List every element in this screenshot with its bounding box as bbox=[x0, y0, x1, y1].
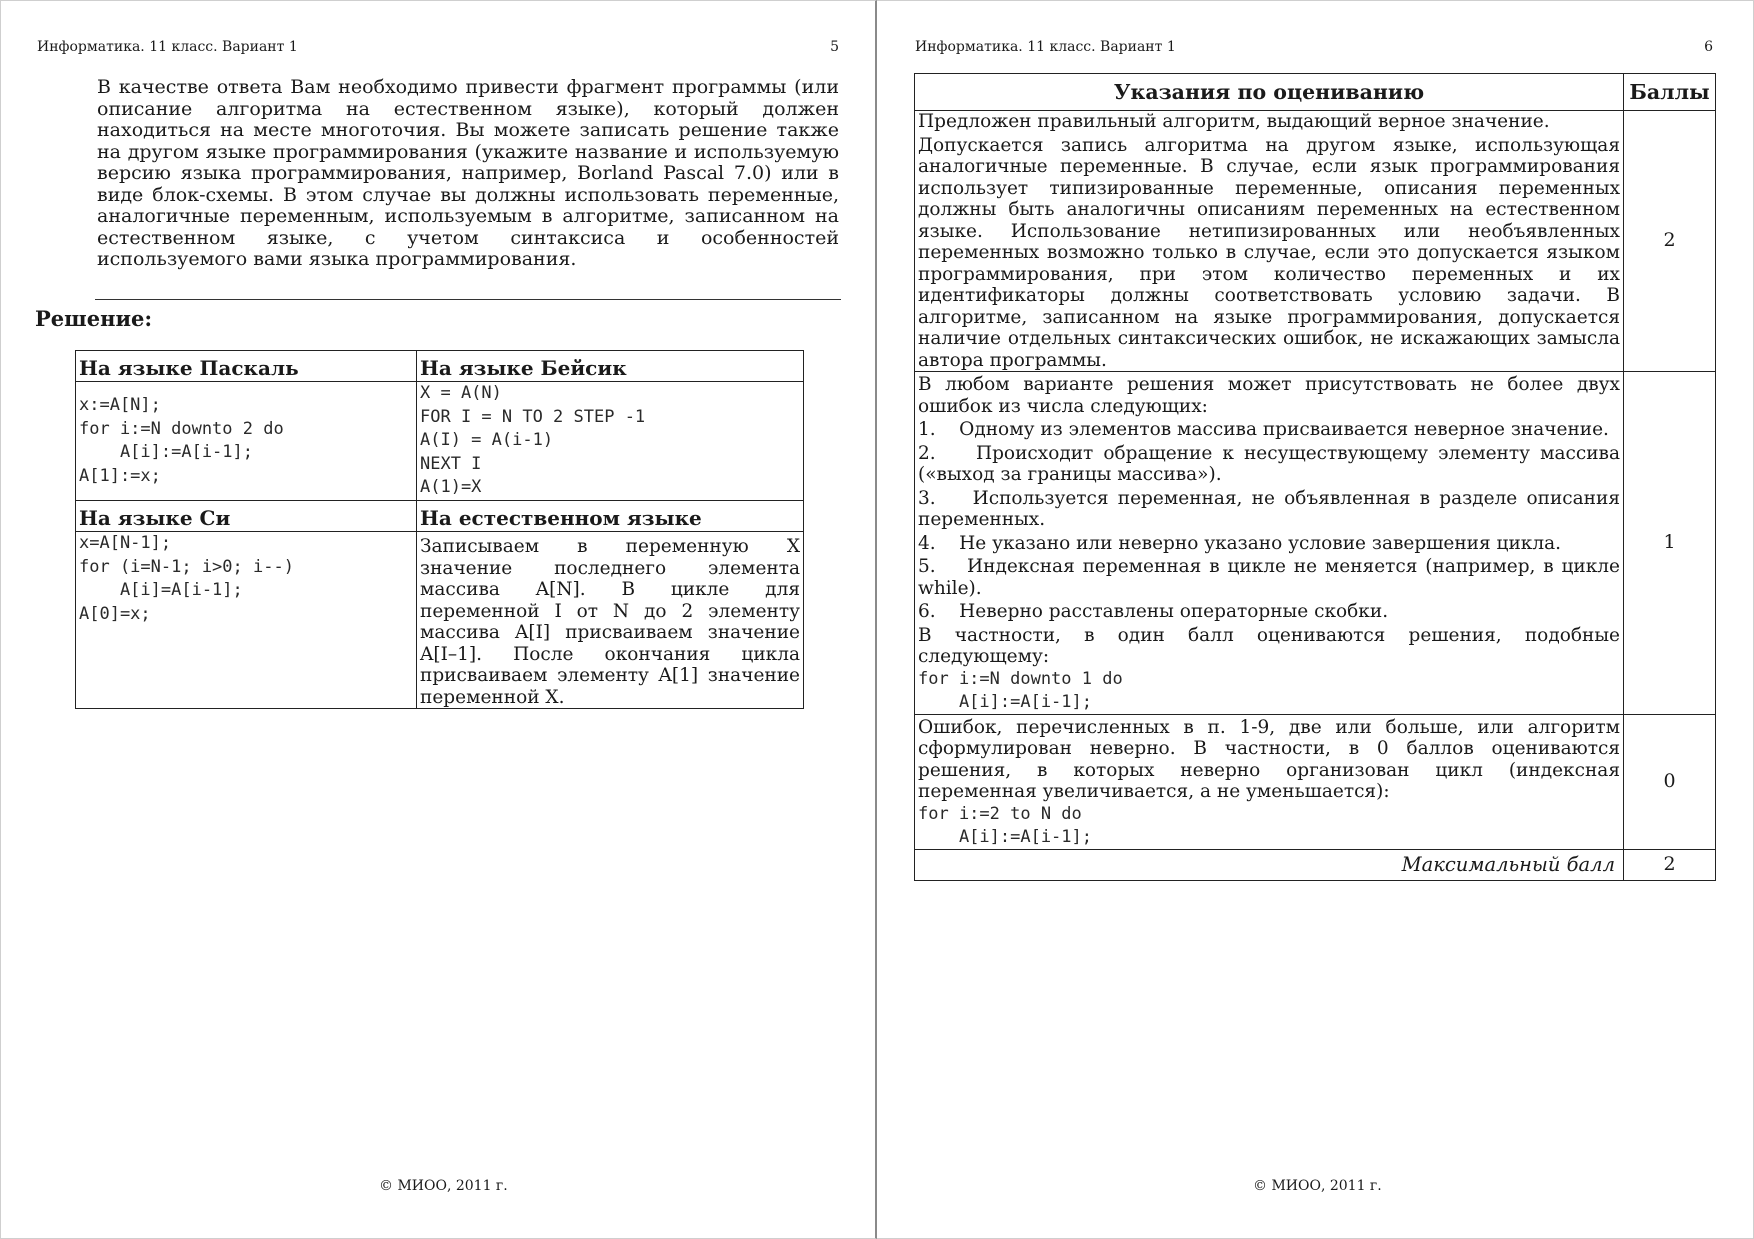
row0-text: Ошибок, перечисленных в п. 1-9, две или больше, или алгоритм сформулирован неверно. В частности, в 0 баллов оцениваются решения, в которых неверно организован цикл (индексная переменная увеличивается, а не уменьшается): bbox=[918, 716, 1620, 802]
header-title: Информатика. 11 класс. Вариант 1 bbox=[37, 39, 298, 55]
row1-note: В частности, в один балл оцениваются решения, подобные следующему: bbox=[918, 624, 1620, 667]
header-title: Информатика. 11 класс. Вариант 1 bbox=[915, 39, 1176, 55]
error-item-5: 5. Индексная переменная в цикле не меняется (например, в цикле while). bbox=[918, 556, 1620, 599]
page-number: 5 bbox=[830, 39, 839, 55]
error-item-6: 6. Неверно расставлены операторные скобки. bbox=[918, 601, 1389, 622]
natural-text: Записываем в переменную X значение последнего элемента массива A[N]. В цикле для переменной I от N до 2 элементу массива A[I] присваиваем значение A[I–1]. После окончания цикла присваиваем элементу A[1] значение переменной X. bbox=[420, 536, 800, 708]
page-number: 6 bbox=[1704, 39, 1713, 55]
row1-intro: В любом варианте решения может присутствовать не более двух ошибок из числа следующих: bbox=[918, 374, 1620, 417]
grading-row-0 bbox=[915, 714, 1716, 849]
criteria-header: Указания по оцениванию bbox=[915, 74, 1624, 111]
basic-code: X = A(N) FOR I = N TO 2 STEP -1 A(I) = A(i-1) NEXT I A(1)=X bbox=[420, 383, 646, 497]
footer-copyright: © МИОО, 2011 г. bbox=[379, 1178, 508, 1194]
row2-statement: Предложен правильный алгоритм, выдающий верное значение. bbox=[918, 111, 1550, 132]
pascal-title: На языке Паскаль bbox=[76, 351, 417, 382]
divider bbox=[95, 299, 841, 300]
c-code: x=A[N-1]; for (i=N-1; i>0; i--) A[i]=A[i-1]; A[0]=x; bbox=[79, 533, 294, 624]
points-header: Баллы bbox=[1624, 74, 1716, 111]
grading-table bbox=[914, 73, 1716, 881]
natural-title: На естественном языке bbox=[417, 501, 804, 532]
error-item-4: 4. Не указано или неверно указано условие завершения цикла. bbox=[918, 532, 1562, 554]
natural-cell bbox=[417, 532, 804, 709]
max-score-row bbox=[915, 849, 1716, 880]
basic-cell bbox=[417, 382, 804, 501]
max-score-value: 2 bbox=[1624, 849, 1716, 880]
pascal-cell bbox=[76, 382, 417, 501]
score-1: 1 bbox=[1624, 372, 1716, 715]
pascal-code: x:=A[N]; for i:=N downto 2 do A[i]:=A[i-1]; A[1]:=x; bbox=[79, 395, 284, 486]
basic-title: На языке Бейсик bbox=[417, 351, 804, 382]
error-item-2: 2. Происходит обращение к несуществующему элементу массива («выход за границы массива»). bbox=[918, 442, 1620, 485]
solution-table bbox=[75, 350, 804, 709]
score-2: 2 bbox=[1624, 111, 1716, 372]
row2-details: Допускается запись алгоритма на другом языке, использующая аналогичные переменные. В случае, если язык программирования использует типизированные переменные, описания переменных должны быть аналогичны описаниям переменных на естественном языке. Использование нетипизированных или необъявленных переменных возможно только в случае, если это допускается языком программирования, при этом количество переменных и их идентификаторы должны соответствовать условию задачи. В алгоритме, записанном на языке программирования, допускается наличие отдельных синтаксических ошибок, не искажающих замысла автора программы. bbox=[918, 134, 1620, 371]
solution-heading: Решение: bbox=[35, 306, 153, 331]
error-item-1: 1. Одному из элементов массива присваивается неверное значение. bbox=[918, 419, 1609, 440]
row0-code: for i:=2 to N do A[i]:=A[i-1]; bbox=[918, 803, 1092, 847]
c-cell bbox=[76, 532, 417, 709]
score-0: 0 bbox=[1624, 714, 1716, 849]
error-item-3: 3. Используется переменная, не объявленная в разделе описания переменных. bbox=[918, 487, 1620, 530]
grading-row-2 bbox=[915, 111, 1716, 372]
intro-paragraph: В качестве ответа Вам необходимо привести фрагмент программы (или описание алгоритма на естественном языке), который должен находиться на месте многоточия. Вы можете записать решение также на другом языке программирования (укажите название и используемую версию языка программирования, например, Borland Pascal 7.0) или в виде блок-схемы. В этом случае вы должны использовать переменные, аналогичные переменным, используемым в алгоритме, записанном на естественном языке, с учетом синтаксиса и особенностей используемого вами языка программирования. bbox=[97, 76, 839, 270]
max-score-label: Максимальный балл bbox=[915, 849, 1624, 880]
footer-copyright: © МИОО, 2011 г. bbox=[1253, 1178, 1382, 1194]
c-title: На языке Си bbox=[76, 501, 417, 532]
right-page bbox=[877, 0, 1754, 1239]
grading-row-1 bbox=[915, 372, 1716, 715]
row1-code: for i:=N downto 1 do A[i]:=A[i-1]; bbox=[918, 668, 1123, 712]
